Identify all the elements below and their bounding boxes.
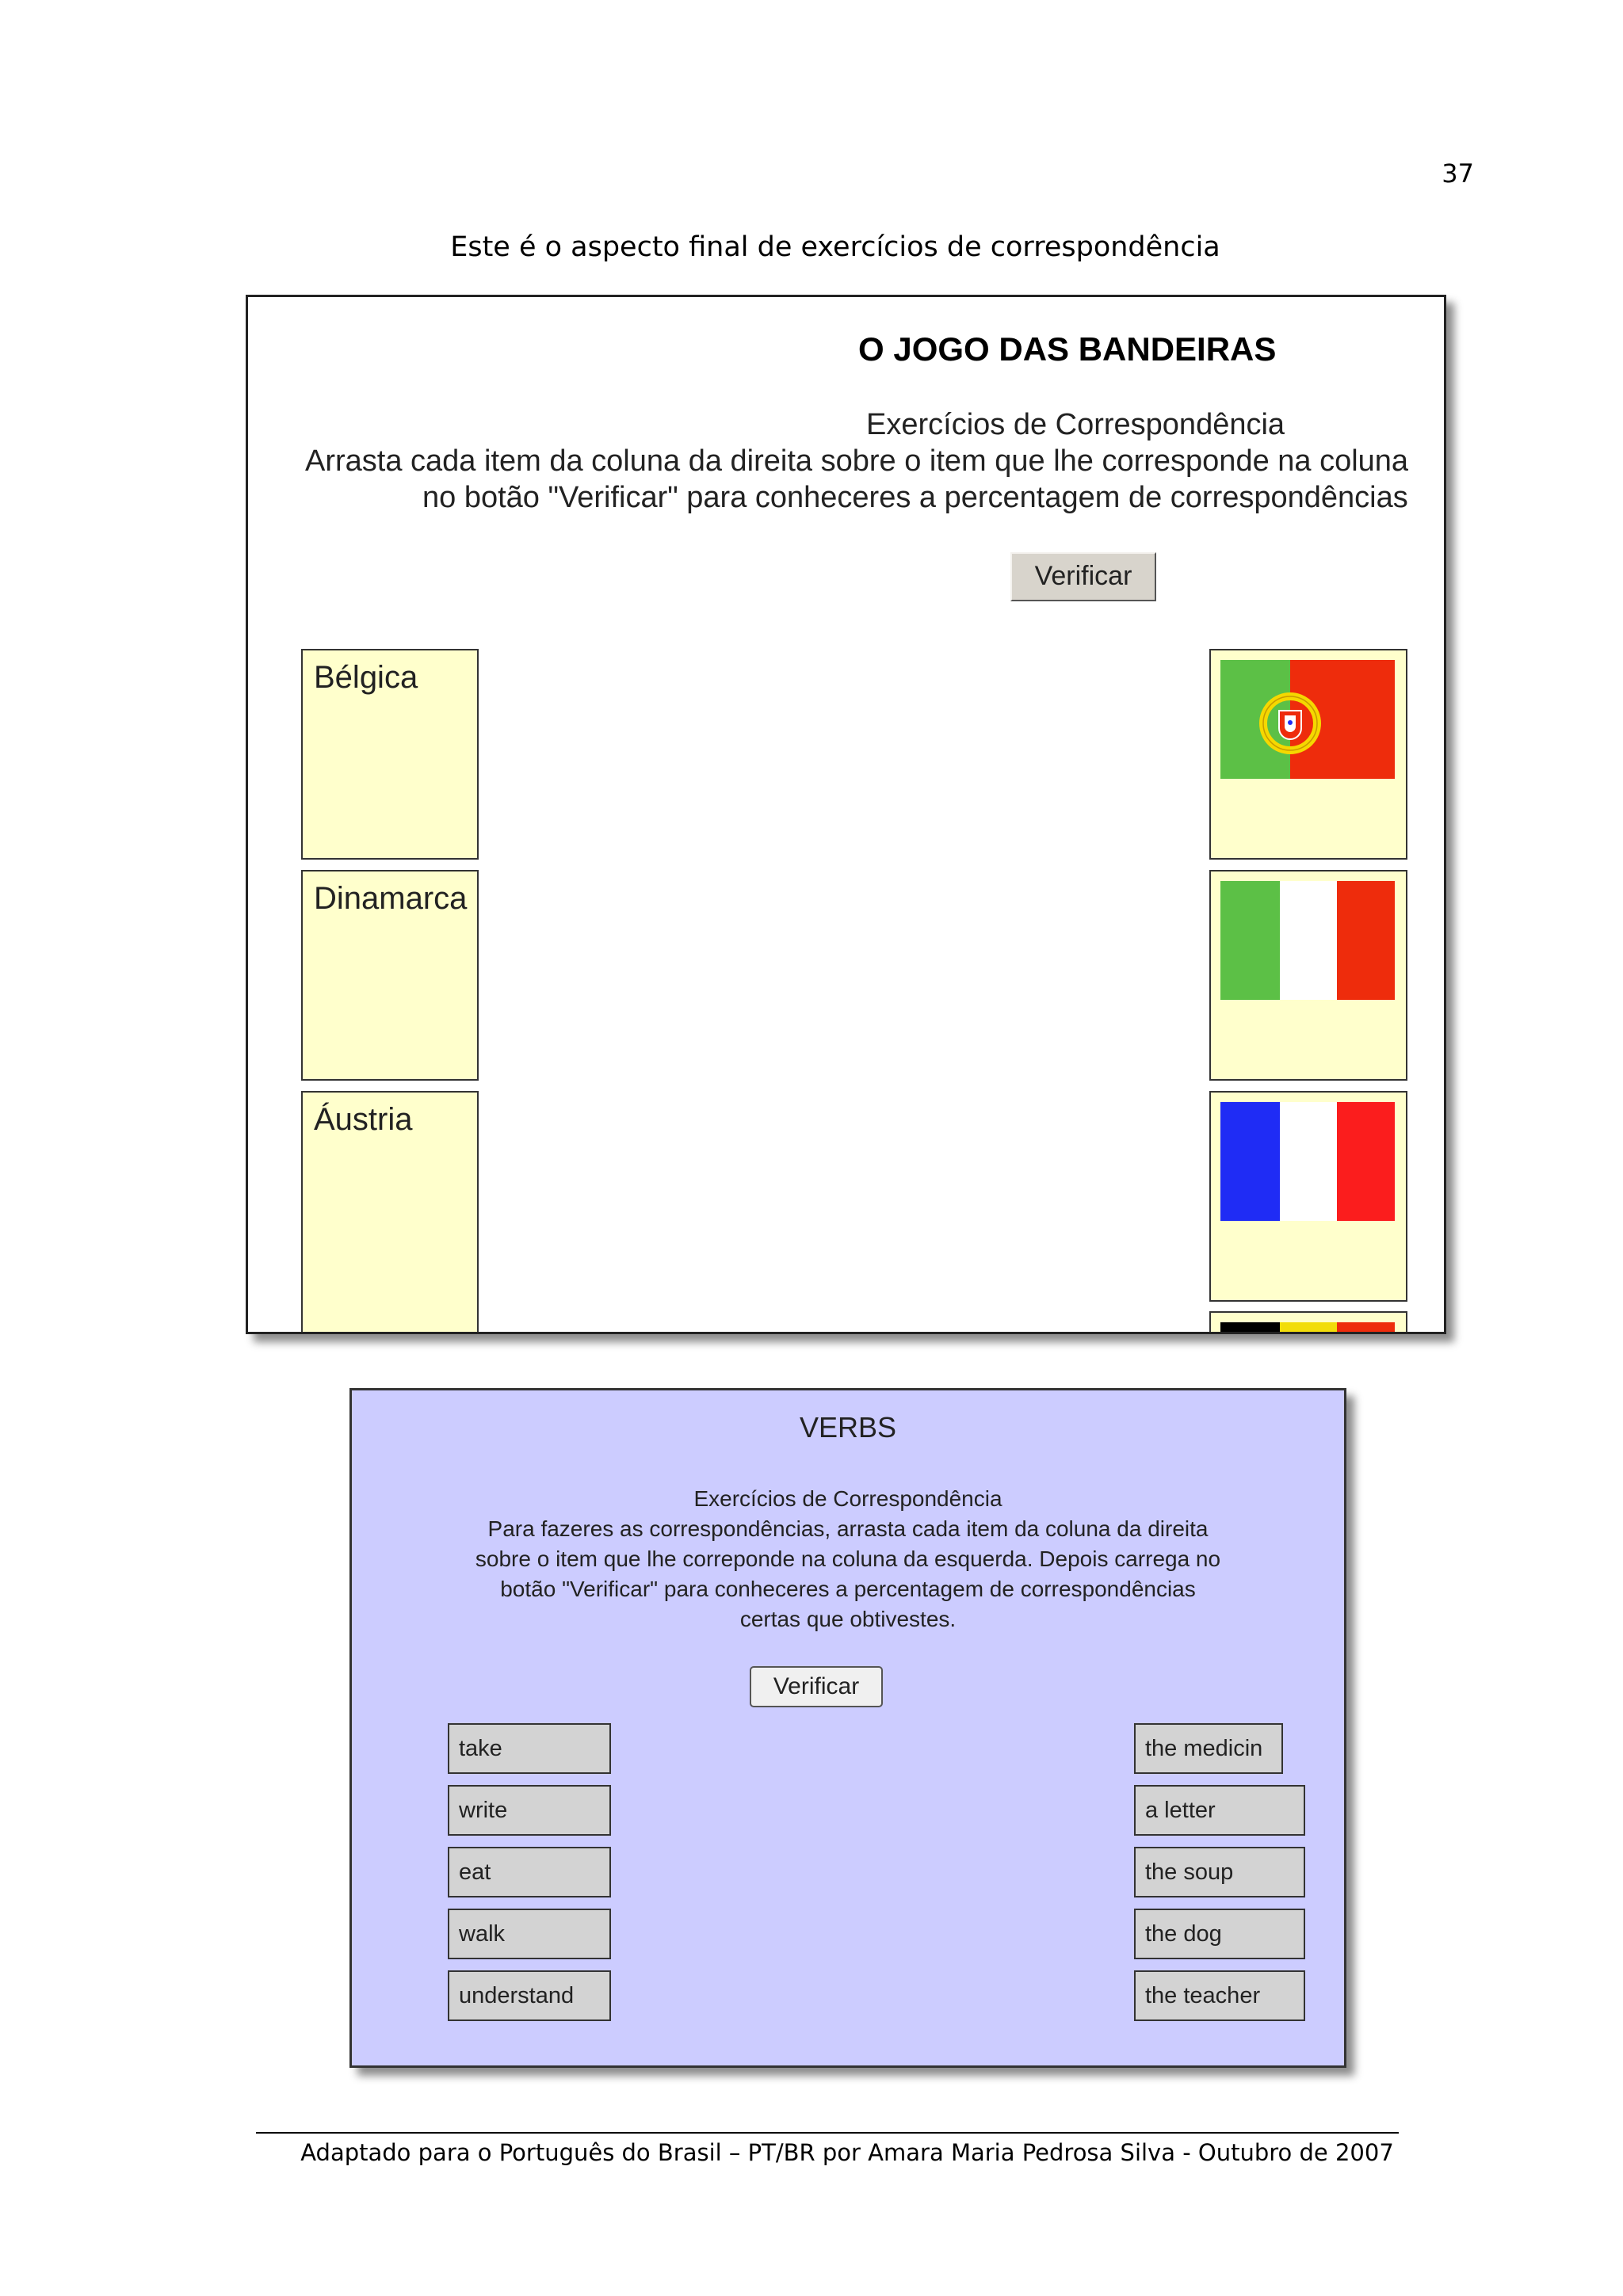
country-drop-target-denmark[interactable]: Dinamarca: [301, 870, 479, 1081]
draggable-flag-item[interactable]: [1209, 1311, 1407, 1334]
flags-instruction-line: no botão "Verificar" para conheceres a percentagem de correspondências: [422, 481, 1408, 514]
france-flag: [1220, 1102, 1395, 1221]
verb-item-eat[interactable]: eat: [448, 1847, 611, 1897]
footer-divider: [256, 2132, 1399, 2134]
verbs-instruction-line: Para fazeres as correspondências, arrasta cada item da coluna da direita: [487, 1516, 1209, 1541]
country-drop-target-belgium[interactable]: Bélgica: [301, 649, 479, 860]
country-drop-target-austria[interactable]: Áustria: [301, 1091, 479, 1334]
verbs-exercise-screenshot: [349, 1388, 1346, 2068]
object-item-the-soup[interactable]: the soup: [1134, 1847, 1305, 1897]
draggable-flag-item[interactable]: [1209, 870, 1407, 1081]
verb-item-write[interactable]: write: [448, 1785, 611, 1836]
draggable-flag-item[interactable]: [1209, 649, 1407, 860]
verb-item-take[interactable]: take: [448, 1723, 611, 1774]
flags-instruction-line: Arrasta cada item da coluna da direita sobre o item que lhe corresponde na coluna: [305, 444, 1409, 478]
verbs-instructions: [352, 1484, 1344, 1634]
object-item-the-dog[interactable]: the dog: [1134, 1909, 1305, 1959]
flags-title: O JOGO DAS BANDEIRAS: [858, 330, 1277, 368]
italy-flag: [1220, 881, 1395, 1000]
draggable-flag-item[interactable]: [1209, 1091, 1407, 1302]
object-item-the-teacher[interactable]: the teacher: [1134, 1970, 1305, 2021]
object-item-the-medicin[interactable]: the medicin: [1134, 1723, 1283, 1774]
flags-exercise-screenshot: [246, 295, 1446, 1334]
verbs-instruction-line: sobre o item que lhe correponde na coluna da esquerda. Depois carrega no: [475, 1547, 1221, 1571]
flags-subtitle: Exercícios de Correspondência: [866, 408, 1285, 441]
verbs-instruction-line: botão "Verificar" para conheceres a percentagem de correspondências: [500, 1577, 1196, 1601]
verbs-subtitle: Exercícios de Correspondência: [693, 1486, 1002, 1511]
object-item-a-letter[interactable]: a letter: [1134, 1785, 1305, 1836]
verbs-title: VERBS: [799, 1411, 897, 1444]
belgium-flag: [1220, 1322, 1395, 1334]
verbs-instruction-line: certas que obtivestes.: [739, 1607, 957, 1631]
intro-caption: Este é o aspecto final de exercícios de correspondência: [450, 231, 1220, 263]
verb-item-walk[interactable]: walk: [448, 1909, 611, 1959]
verb-item-understand[interactable]: understand: [448, 1970, 611, 2021]
portugal-flag: [1220, 660, 1395, 779]
verify-button[interactable]: Verificar: [750, 1666, 883, 1707]
footer-text: Adaptado para o Português do Brasil – PT/BR por Amara Maria Pedrosa Silva - Outubro de 2007: [300, 2139, 1394, 2166]
page-number: 37: [1442, 158, 1474, 189]
verify-button[interactable]: Verificar: [1010, 552, 1156, 601]
coat-of-arms-icon: [1257, 690, 1323, 757]
